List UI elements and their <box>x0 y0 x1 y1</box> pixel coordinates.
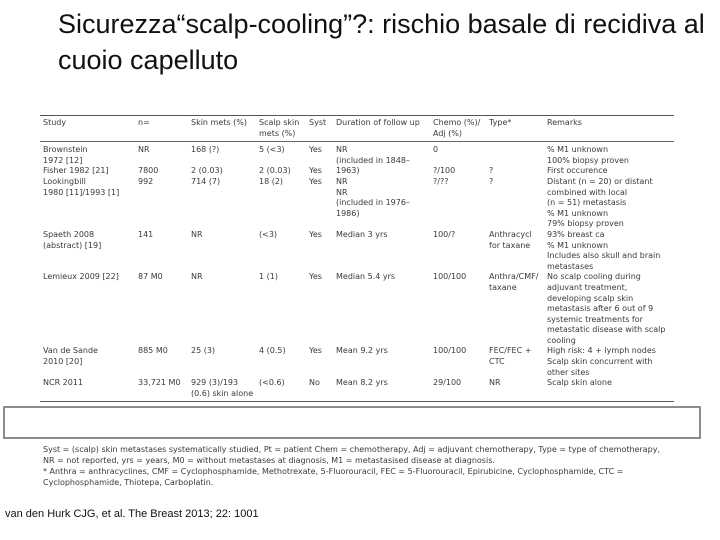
table-row <box>40 142 674 230</box>
header-remarks: Remarks <box>544 116 674 142</box>
cell-study: Spaeth 2008 (abstract) [19] <box>43 229 102 250</box>
cell-remarks: Scalp skin alone <box>544 378 674 402</box>
study-table <box>40 115 674 402</box>
cell-chemo: 100/100 <box>433 272 467 282</box>
cell-syst: Yes <box>309 229 322 239</box>
cell-n: 885 M0 <box>138 346 168 356</box>
table-header-row <box>40 116 674 142</box>
table-footnote-chemotherapy: * Anthra = anthracyclines, CMF = Cyclophosphamide, Methotrexate, 5-Fluorouracil, FEC = 5-Fluorouracil, Epirubicine, Cyclophosphamide, CTC = Cyclophosphamide, Thiotepa, Carboplatin. <box>43 467 624 487</box>
header-n: n= <box>135 116 188 142</box>
cell-scalp-mets: 5 (<3) 2 (0.03) 18 (2) <box>259 145 291 186</box>
cell-n: NR 7800 992 <box>138 145 159 186</box>
cell-chemo: 29/100 <box>430 378 486 402</box>
cell-followup: Mean 8.2 yrs <box>333 378 430 402</box>
cell-remarks: % M1 unknown 100% biopsy proven First occurence Distant (n = 20) or distant combined with local (n = 51) metastasis % M1 unknown 79% biopsy proven <box>547 145 653 229</box>
highlight-box <box>3 406 701 439</box>
table-row <box>40 230 674 272</box>
cell-remarks: 93% breast ca % M1 unknown Includes also skull and brain metastases <box>547 229 661 271</box>
cell-chemo: 100/100 <box>433 346 467 356</box>
cell-followup: Median 5.4 yrs <box>336 272 396 282</box>
cell-syst: Yes Yes Yes <box>309 145 322 186</box>
cell-study: NCR 2011 <box>40 378 135 402</box>
cell-remarks: High risk: 4 + lymph nodes Scalp skin concurrent with other sites <box>547 346 656 377</box>
cell-type: ? ? <box>489 166 494 186</box>
header-study: Study <box>40 116 135 142</box>
citation: van den Hurk CJG, et al. The Breast 2013; 22: 1001 <box>5 508 259 520</box>
cell-followup: NR (included in 1848–1963) NR NR (included in 1976–1986) <box>336 145 410 218</box>
cell-syst: Yes <box>309 272 322 282</box>
cell-followup: Median 3 yrs <box>336 229 388 239</box>
cell-skin-mets: 929 (3)/193 (0.6) skin alone <box>188 378 256 402</box>
cell-scalp-mets: (<3) <box>259 229 278 239</box>
cell-n: 33,721 M0 <box>135 378 188 402</box>
slide-title: Sicurezza“scalp-cooling”?: rischio basale di recidiva al cuoio capelluto <box>58 9 705 75</box>
header-chemo: Chemo (%)/ Adj (%) <box>430 116 486 142</box>
cell-n: 141 <box>138 229 154 239</box>
cell-syst: Yes <box>309 346 322 356</box>
cell-n: 87 M0 <box>138 272 163 282</box>
header-skin-mets: Skin mets (%) <box>188 116 256 142</box>
cell-type: FEC/FEC + CTC <box>489 346 532 367</box>
table-row-highlighted <box>40 378 674 402</box>
cell-scalp-mets: (<0.6) <box>256 378 306 402</box>
cell-scalp-mets: 4 (0.5) <box>259 346 286 356</box>
header-syst: Syst <box>306 116 333 142</box>
cell-study: Lemieux 2009 [22] <box>43 272 119 282</box>
table-row <box>40 346 674 378</box>
cell-skin-mets: 168 (?) 2 (0.03) 714 (7) <box>191 145 223 186</box>
table-footnote-abbreviations: Syst = (scalp) skin metastases systematically studied, Pt = patient Chem = chemotherapy, Adj = adjuvant chemotherapy, Type = type of chemotherapy, NR = not reported, yrs = years, M0 = without metastases at diagnosis, M1 = metastasised disease at diagnosis. <box>43 445 661 465</box>
cell-chemo: 100/? <box>433 229 456 239</box>
cell-chemo: 0 ?/100 ?/?? <box>433 145 456 186</box>
cell-scalp-mets: 1 (1) <box>259 272 278 282</box>
cell-study: Van de Sande 2010 [20] <box>43 346 98 367</box>
cell-type: Anthracycl for taxane <box>489 229 532 250</box>
cell-remarks: No scalp cooling during adjuvant treatment, developing scalp skin metastasis after 6 out of 9 systemic treatments for metastatic disease with scalp cooling <box>547 272 666 345</box>
cell-skin-mets: NR <box>191 229 203 239</box>
cell-syst: No <box>306 378 333 402</box>
header-scalp-skin-mets: Scalp skin mets (%) <box>256 116 306 142</box>
cell-followup: Mean 9.2 yrs <box>336 346 388 356</box>
cell-type: NR <box>486 378 544 402</box>
header-duration: Duration of follow up <box>333 116 430 142</box>
cell-type: Anthra/CMF/ taxane <box>489 272 539 292</box>
cell-study: Brownstein 1972 [12] Fisher 1982 [21] Lookingbill 1980 [11]/1993 [1] <box>43 145 120 197</box>
cell-skin-mets: NR <box>191 272 203 282</box>
table-row <box>40 272 674 346</box>
header-type: Type* <box>486 116 544 142</box>
cell-skin-mets: 25 (3) <box>191 346 216 356</box>
